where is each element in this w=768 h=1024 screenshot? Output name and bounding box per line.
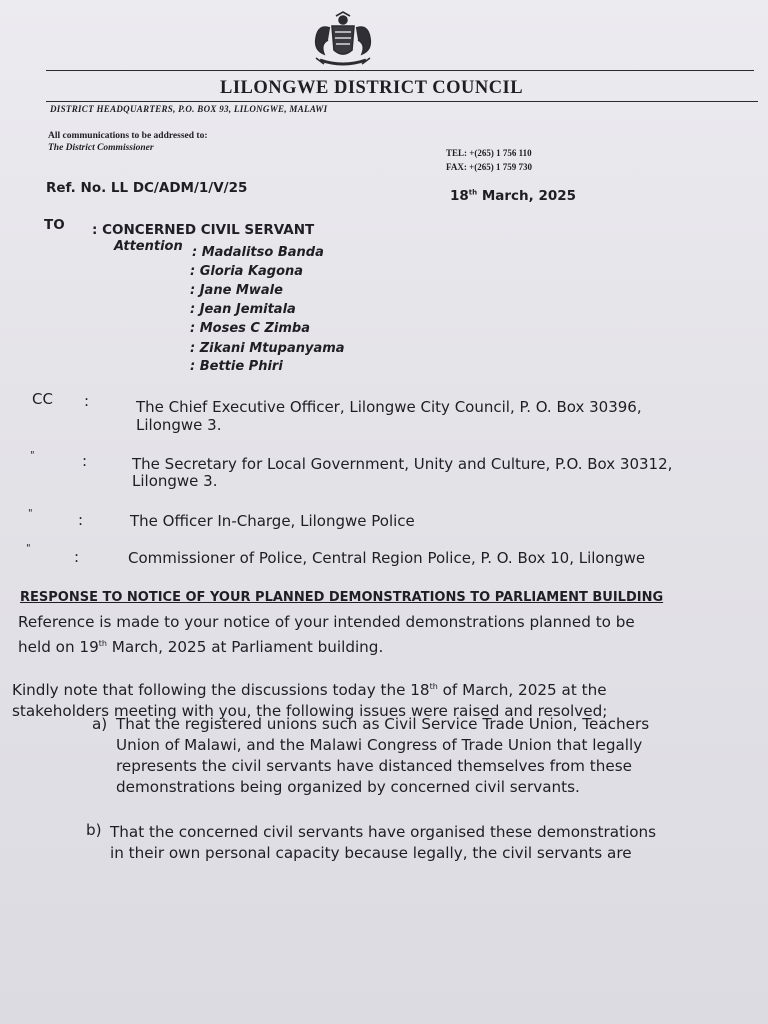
attention-label: Attention: [114, 239, 183, 254]
date-suffix: th: [468, 188, 478, 197]
attention-name: : Bettie Phiri: [190, 359, 283, 374]
attention-name: : Jean Jemitala: [190, 302, 296, 317]
cc-colon: :: [82, 452, 88, 470]
cc-ditto-mark: ": [26, 543, 31, 554]
cc-colon: :: [84, 392, 90, 410]
list-item-label: b): [86, 821, 102, 839]
ordinal-suffix: th: [98, 639, 107, 648]
item-line: represents the civil servants have distanced themselves from these: [116, 757, 632, 775]
cc-entry-line: Lilongwe 3.: [132, 472, 218, 490]
header-rule-bottom: [46, 101, 758, 102]
ordinal-suffix: th: [429, 682, 438, 691]
text-run: held on 19: [18, 638, 99, 657]
to-label: TO: [44, 217, 65, 233]
attention-name: : Moses C Zimba: [190, 321, 310, 336]
letter-date: [450, 188, 576, 204]
attention-name: : Jane Mwale: [190, 283, 283, 298]
paragraph-line: stakeholders meeting with you, the following issues were raised and resolved;: [12, 702, 608, 721]
cc-entry-line: The Chief Executive Officer, Lilongwe City Council, P. O. Box 30396,: [136, 398, 642, 416]
communications-line: All communications to be addressed to:: [48, 131, 208, 141]
coat-of-arms-icon: [306, 10, 380, 72]
text-run: Kindly note that following the discussions today the 18: [12, 681, 430, 700]
date-day: 18: [450, 188, 469, 204]
reference-number: Ref. No. LL DC/ADM/1/V/25: [46, 180, 248, 196]
cc-entry-line: Commissioner of Police, Central Region Police, P. O. Box 10, Lilongwe: [128, 549, 646, 567]
attention-name: : Gloria Kagona: [190, 264, 304, 279]
list-item-label: a): [92, 715, 108, 733]
cc-label: CC: [32, 390, 53, 408]
attention-name: : Madalitso Banda: [192, 245, 324, 260]
paragraph-line: [12, 676, 607, 701]
item-line: demonstrations being organized by concerned civil servants.: [116, 778, 580, 796]
district-commissioner-line: The District Commissioner: [48, 143, 154, 153]
cc-colon: :: [74, 548, 80, 566]
cc-entry-line: The Secretary for Local Government, Unity and Culture, P.O. Box 30312,: [132, 455, 673, 473]
attention-name: : Zikani Mtupanyama: [190, 341, 345, 356]
council-name: LILONGWE DISTRICT COUNCIL: [220, 78, 524, 98]
header-rule-top: [46, 70, 754, 71]
item-line: in their own personal capacity because legally, the civil servants are: [110, 844, 632, 862]
list-item-b: [110, 822, 656, 864]
item-line: That the concerned civil servants have organised these demonstrations: [110, 823, 657, 841]
fax-number: FAX: +(265) 1 759 730: [446, 162, 532, 172]
cc-ditto-mark: ": [28, 508, 33, 519]
cc-entry-line: Lilongwe 3.: [136, 416, 222, 434]
cc-ditto-mark: ": [30, 450, 35, 461]
text-run: March, 2025 at Parliament building.: [106, 638, 384, 657]
item-line: Union of Malawi, and the Malawi Congress of Trade Union that legally: [116, 736, 643, 754]
cc-colon: :: [78, 511, 84, 529]
cc-entry-line: The Officer In-Charge, Lilongwe Police: [130, 512, 415, 530]
text-run: of March, 2025 at the: [437, 681, 607, 700]
list-item-a: [116, 714, 649, 798]
headquarters-address: DISTRICT HEADQUARTERS, P.O. BOX 93, LILONGWE, MALAWI: [50, 104, 328, 114]
paragraph-line: [18, 633, 635, 658]
item-line: That the registered unions such as Civil Service Trade Union, Teachers: [116, 715, 650, 733]
body-paragraph-1: [18, 612, 635, 658]
paragraph-line: Reference is made to your notice of your intended demonstrations planned to be: [18, 613, 635, 631]
telephone-number: TEL: +(265) 1 756 110: [446, 148, 532, 158]
letter-subject: RESPONSE TO NOTICE OF YOUR PLANNED DEMONSTRATIONS TO PARLIAMENT BUILDING: [20, 590, 664, 605]
date-rest: March, 2025: [481, 188, 577, 204]
recipient: : CONCERNED CIVIL SERVANT: [92, 222, 315, 238]
